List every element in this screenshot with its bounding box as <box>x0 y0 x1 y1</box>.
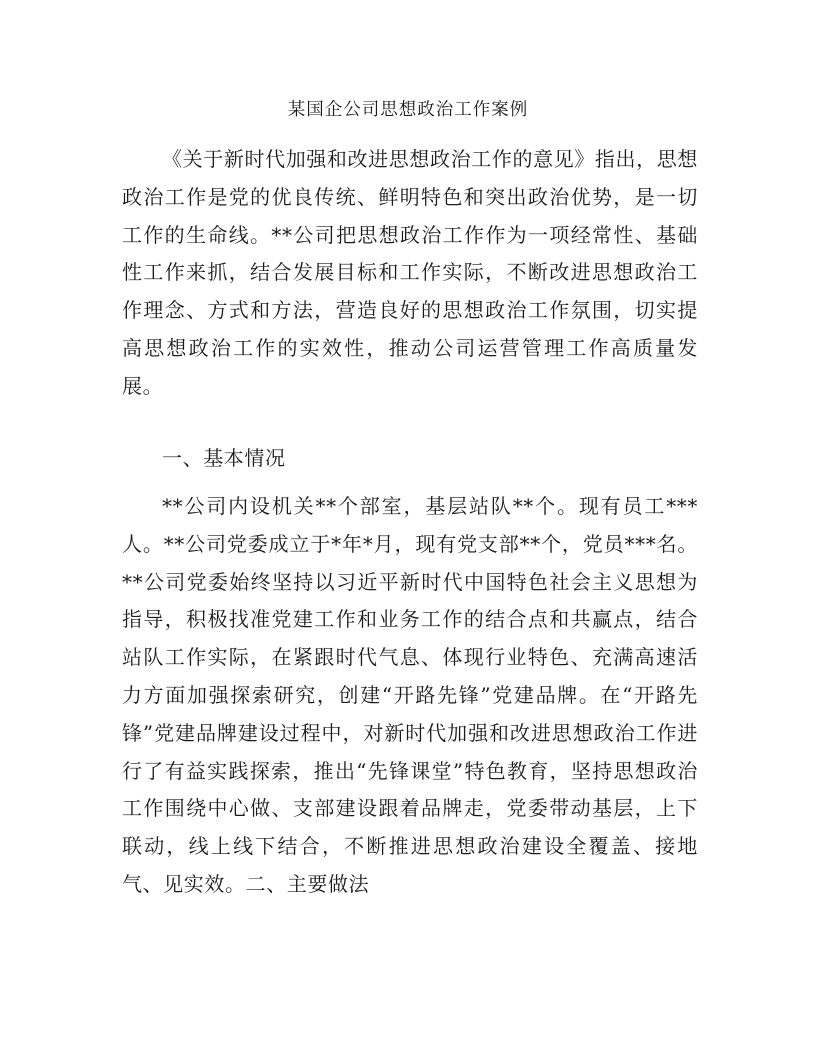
document-title: 某国企公司思想政治工作案例 <box>287 100 529 120</box>
basic-situation-paragraph: **公司内设机关**个部室，基层站队**个。现有员工***人。**公司党委成立于*年*月，现有党支部**个，党员***名。**公司党委始终坚持以习近平新时代中国特色社会主义思想为指导，积极找准党建工作和业务工作的结合点和共赢点，结合站队工作实际，在紧跟时代气息、体现行业特色、充满高速活力方面加强探索研究，创建“开路先锋”党建品牌。在“开路先锋”党建品牌建设过程中，对新时代加强和改进思想政治工作进行了有益实践探索，推出“先锋课堂”特色教育，坚持思想政治工作围绕中心做、支部建设跟着品牌走，党委带动基层，上下联动，线上线下结合，不断推进思想政治建设全覆盖、接地气、见实效。二、主要做法 <box>122 494 698 896</box>
section-heading-basic-situation: 一、基本情况 <box>162 446 286 470</box>
intro-paragraph: 《关于新时代加强和改进思想政治工作的意见》指出，思想政治工作是党的优良传统、鲜明特色和突出政治优势，是一切工作的生命线。**公司把思想政治工作作为一项经常性、基础性工作来抓，结合发展目标和工作实际，不断改进思想政治工作理念、方式和方法，营造良好的思想政治工作氛围，切实提高思想政治工作的实效性，推动公司运营管理工作高质量发展。 <box>122 147 698 398</box>
